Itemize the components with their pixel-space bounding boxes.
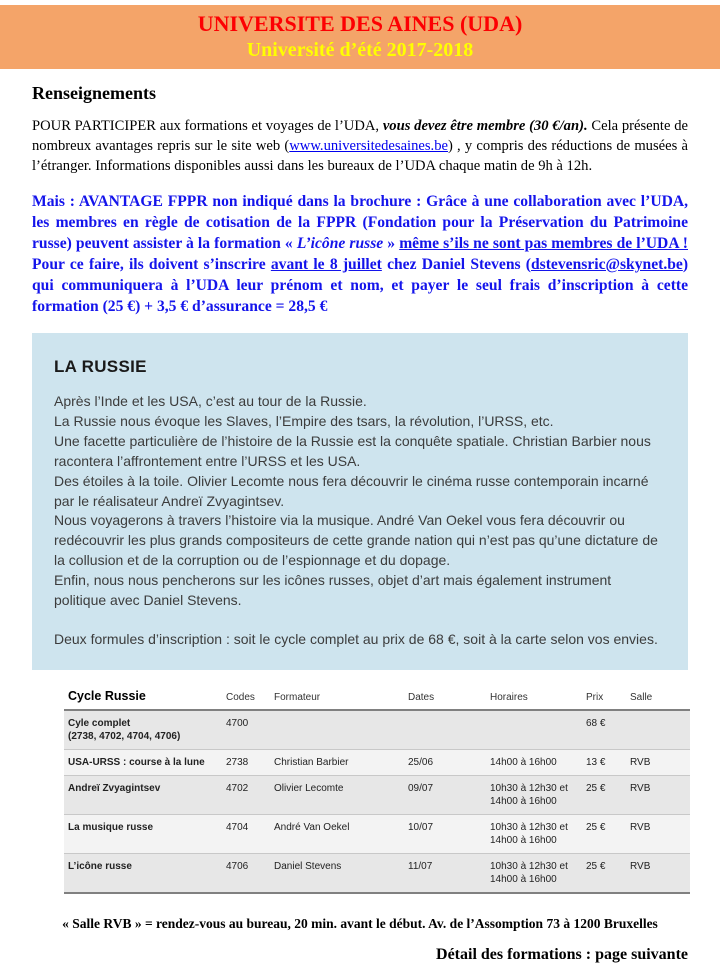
table-row <box>64 853 690 893</box>
cell-code: 4704 <box>226 821 249 833</box>
col-header-formateur: Formateur <box>274 691 321 703</box>
course-name-codes: (2738, 4702, 4704, 4706) <box>68 730 181 742</box>
cell-salle: RVB <box>630 860 651 872</box>
col-header-codes: Codes <box>226 691 255 703</box>
cell-code: 4702 <box>226 782 249 794</box>
notice-deadline-emphasis: avant le 8 juillet <box>270 255 382 273</box>
notice-text-2: » <box>383 234 400 252</box>
table-row <box>64 749 690 775</box>
cell-date <box>404 710 486 750</box>
cell-date: 11/07 <box>408 860 433 872</box>
cell-date: 25/06 <box>408 756 434 768</box>
russie-paragraph: Nous voyagerons à travers l’histoire via la musique. André Van Oekel vous fera découvrir ou redécouvrir les plus grands compositeurs de cette grande nation qui n’est pas qu’une dictature de la collusion et de la corruption ou de l’espionnage et du dopage. <box>54 512 658 569</box>
section-title: Renseignements <box>32 82 156 103</box>
intro-text-3: ) , y compris des réductions de musées à l’étranger. Informations disponibles aussi dans les bureaux de l’UDA chaque matin de 9h à 12h. <box>32 137 688 175</box>
cell-salle: RVB <box>630 782 651 794</box>
russie-paragraph: Des étoiles à la toile. Olivier Lecomte nous fera découvrir le cinéma russe contemporain incarné par le réalisateur Andreï Zvyagintsev. <box>54 472 649 509</box>
col-header-prix: Prix <box>586 691 604 703</box>
banner-title: UNIVERSITE DES AINES (UDA) <box>197 11 523 36</box>
email-link[interactable]: dstevensric@skynet.be <box>531 255 683 273</box>
col-header-horaires: Horaires <box>490 691 528 703</box>
notice-text-5: ) qui communiquera à l’UDA leur prénom et nom, et payer le seul frais d’inscription à cette formation (25 €) + 3,5 € d’assurance = 28,5 € <box>32 255 689 315</box>
salle-rvb-note: « Salle RVB » = rendez-vous au bureau, 20 min. avant le début. Av. de l’Assomption 73 à 1200 Bruxelles <box>62 915 658 931</box>
cell-course-name: Andreï Zvyagintsev <box>68 782 161 794</box>
notice-text-4: chez Daniel Stevens ( <box>381 255 531 273</box>
russie-paragraph: Une facette particulière de l’histoire de la Russie est la conquête spatiale. Christian Barbier nous racontera l’affrontement entre l’URSS et les USA. <box>54 432 651 469</box>
intro-membership-emphasis: vous devez être membre (30 €/an). <box>382 117 588 134</box>
cell-formateur <box>270 710 404 750</box>
col-header-dates: Dates <box>408 691 435 703</box>
cell-date: 09/07 <box>408 782 434 794</box>
document-page <box>0 5 720 963</box>
cell-code: 4706 <box>226 860 249 872</box>
fppr-notice-paragraph <box>32 191 688 317</box>
cell-salle: RVB <box>630 756 651 768</box>
table-row <box>64 710 690 750</box>
russie-paragraph: La Russie nous évoque les Slaves, l’Empire des tsars, la révolution, l’URSS, etc. <box>54 413 554 430</box>
cycle-russie-table <box>64 682 690 894</box>
cell-horaires: 14h00 à 16h00 <box>490 756 557 768</box>
cell-prix: 25 € <box>586 860 606 872</box>
cell-course-name: USA-URSS : course à la lune <box>68 756 205 768</box>
cell-course-name: L’icône russe <box>68 860 132 872</box>
cell-course-name: La musique russe <box>68 821 154 833</box>
table-row <box>64 775 690 814</box>
cell-code: 4700 <box>226 717 249 729</box>
cell-date: 10/07 <box>408 821 434 833</box>
banner-subtitle: Université d’été 2017-2018 <box>246 38 474 61</box>
cell-code: 2738 <box>226 756 249 768</box>
table-title: Cycle Russie <box>68 688 146 703</box>
cell-salle: RVB <box>630 821 651 833</box>
cell-horaires: 10h30 à 12h30 et 14h00 à 16h00 <box>490 782 568 807</box>
website-link[interactable]: www.universitedesaines.be <box>289 137 448 154</box>
cell-formateur: Olivier Lecomte <box>274 782 344 794</box>
cell-horaires <box>486 710 582 750</box>
cell-course-name <box>64 710 222 750</box>
russie-inscription-paragraph: Deux formules d’inscription : soit le cycle complet au prix de 68 €, soit à la carte selon vos envies. <box>54 630 658 647</box>
la-russie-box <box>32 333 688 670</box>
cell-prix: 25 € <box>586 782 606 794</box>
table-row <box>64 814 690 853</box>
cell-prix: 68 € <box>586 717 606 729</box>
cell-prix: 25 € <box>586 821 606 833</box>
page-content <box>0 69 720 964</box>
notice-text-1: Mais : AVANTAGE FPPR non indiqué dans la brochure : Grâce à une collaboration avec l’UDA, les membres en règle de cotisation de la FPPR (Fondation pour la Préservation du Patrimoine russe) peuvent assister à la formation « <box>32 192 688 252</box>
notice-course-title: L’icône russe <box>296 234 384 252</box>
page-banner <box>0 5 720 69</box>
detail-formations-note: Détail des formations : page suivante <box>436 945 688 963</box>
cell-formateur: Christian Barbier <box>274 756 349 768</box>
cell-horaires: 10h30 à 12h30 et 14h00 à 16h00 <box>490 821 568 846</box>
intro-text-2: Cela présente de nombreux avantages repris sur le site web ( <box>32 117 688 154</box>
cell-formateur: Daniel Stevens <box>274 860 342 872</box>
col-header-salle: Salle <box>630 691 653 703</box>
intro-paragraph <box>32 116 688 177</box>
course-name: Cyle complet <box>68 717 131 729</box>
intro-text-1: POUR PARTICIPER aux formations et voyages de l’UDA, <box>32 117 383 134</box>
cell-formateur: André Van Oekel <box>274 821 350 833</box>
russie-paragraph: Après l’Inde et les USA, c’est au tour de la Russie. <box>54 393 367 410</box>
cell-salle <box>626 710 690 750</box>
cell-horaires: 10h30 à 12h30 et 14h00 à 16h00 <box>490 860 568 885</box>
russie-title: LA RUSSIE <box>54 357 147 377</box>
notice-text-3: Pour ce faire, ils doivent s’inscrire <box>32 255 271 273</box>
russie-paragraph: Enfin, nous nous pencherons sur les icônes russes, objet d’art mais également instrument politique avec Daniel Stevens. <box>54 572 612 608</box>
cell-prix: 13 € <box>586 756 606 768</box>
notice-nonmembers-emphasis: même s’ils ne sont pas membres de l’UDA ! <box>399 234 688 252</box>
table-header-row <box>64 682 690 710</box>
